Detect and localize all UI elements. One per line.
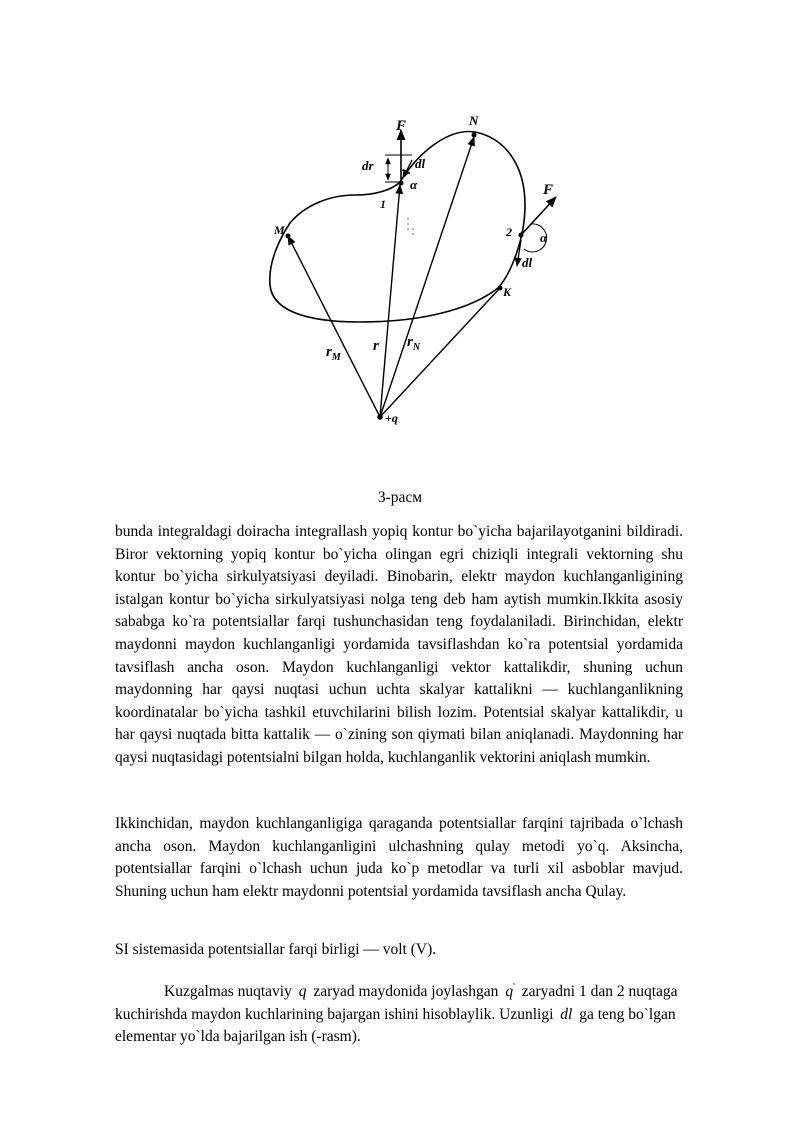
paragraph-4: Kuzgalmas nuqtaviy q zaryad maydonida joylashgan q' zaryadni 1 dan 2 nuqtaga kuchirishda maydon kuchlarining bajargan ishini hisoblaylik. Uzunligi dl ga teng bo`lgan elementar yo`lda bajarilgan ish (-rasm). [115, 982, 678, 1046]
symbol-q: q [298, 983, 307, 1001]
label-F-right: F [543, 182, 554, 198]
paragraph-2: Ikkinchidan, maydon kuchlanganligiga qaraganda potentsiallar farqini tajribada o`lchash ancha oson. Maydon kuchlanganligini ulchashning qulay metodi yo`q. Aksincha, potentsiallar farqini o`lchash uchun juda ko`p metodlar va turli xil asboblar mavjud. Shuning uchun ham elektr maydonni potentsial yordamida tavsiflash ancha Qulay. [115, 815, 683, 900]
closed-contour [270, 132, 525, 322]
label-M: M [274, 223, 285, 237]
label-F-top: F [396, 118, 407, 134]
label-point-1: 1 [380, 197, 386, 211]
vector-rM [288, 236, 380, 417]
label-r: r [373, 338, 379, 354]
label-rN: $r_N$ [407, 334, 421, 353]
figure-caption: 3-расм [377, 489, 423, 506]
point-M [286, 234, 291, 239]
label-dl-right: dl [522, 255, 533, 270]
label-alpha-right: α [540, 230, 548, 245]
paragraph-3: SI sistemasida potentsiallar farqi birligi — volt (V). [115, 941, 437, 958]
label-K: K [503, 285, 512, 299]
line-to-K [380, 288, 500, 417]
force-vector-right [521, 197, 556, 235]
label-q: +q [385, 411, 398, 425]
symbol-dl: dl [560, 1005, 573, 1023]
point-K [498, 286, 503, 291]
point-q [377, 414, 383, 420]
paragraph-1: bunda integraldagi doiracha integrallash yopiq kontur bo`yicha bajarilayotganini bildiradi. Biror vektorning yopiq kontur bo`yicha olingan egri chiziqli integrali vektorning shu kontur bo`yicha sirkulyatsiyasi deyiladi. Binobarin, elektr maydon kuchlanganligining istalgan kontur bo`yicha sirkulyatsiyasi nolga teng deb ham aytish mumkin.Ikkita asosiy sababga ko`ra potentsiallar farqi tushunchasidan teng foydalaniladi. Birinchidan, elektr maydonni maydon kuchlanganligi yordamida tavsiflashdan ko`ra potentsial yordamida tavsiflash ancha oson. Maydon kuchlanganligi vektor kattalikdir, shuning uchun maydonning har qaysi nuqtasi uchun uchta skalyar kattalikni — kuchlanganlikning koordinatalar bo`yicha tashkil etuvchilarini bilish lozim. Potentsial skalyar kattalikdir, u har qaysi nuqtada bitta kattalik — o`zining son qiymati bilan aniqlanadi. Maydonning har qaysi nuqtasidagi potentsialni bilgan holda, kuchlanganlik vektorini aniqlash mumkin. [115, 523, 683, 766]
label-dl-top: dl [415, 156, 426, 171]
figure-contour-diagram [258, 108, 558, 448]
label-point-2: 2 [506, 225, 512, 239]
label-dr: dr [362, 158, 374, 173]
point-1 [399, 181, 404, 186]
point-N [472, 133, 477, 138]
symbol-q-prime: q' [505, 982, 515, 1001]
dl-arrow-top [403, 160, 412, 178]
label-N: N [469, 113, 479, 128]
vector-rN [380, 137, 474, 417]
vector-r [380, 185, 400, 417]
point-2 [519, 233, 524, 238]
label-rM: $r_M$ [326, 344, 341, 363]
label-alpha-top: α [410, 177, 418, 192]
